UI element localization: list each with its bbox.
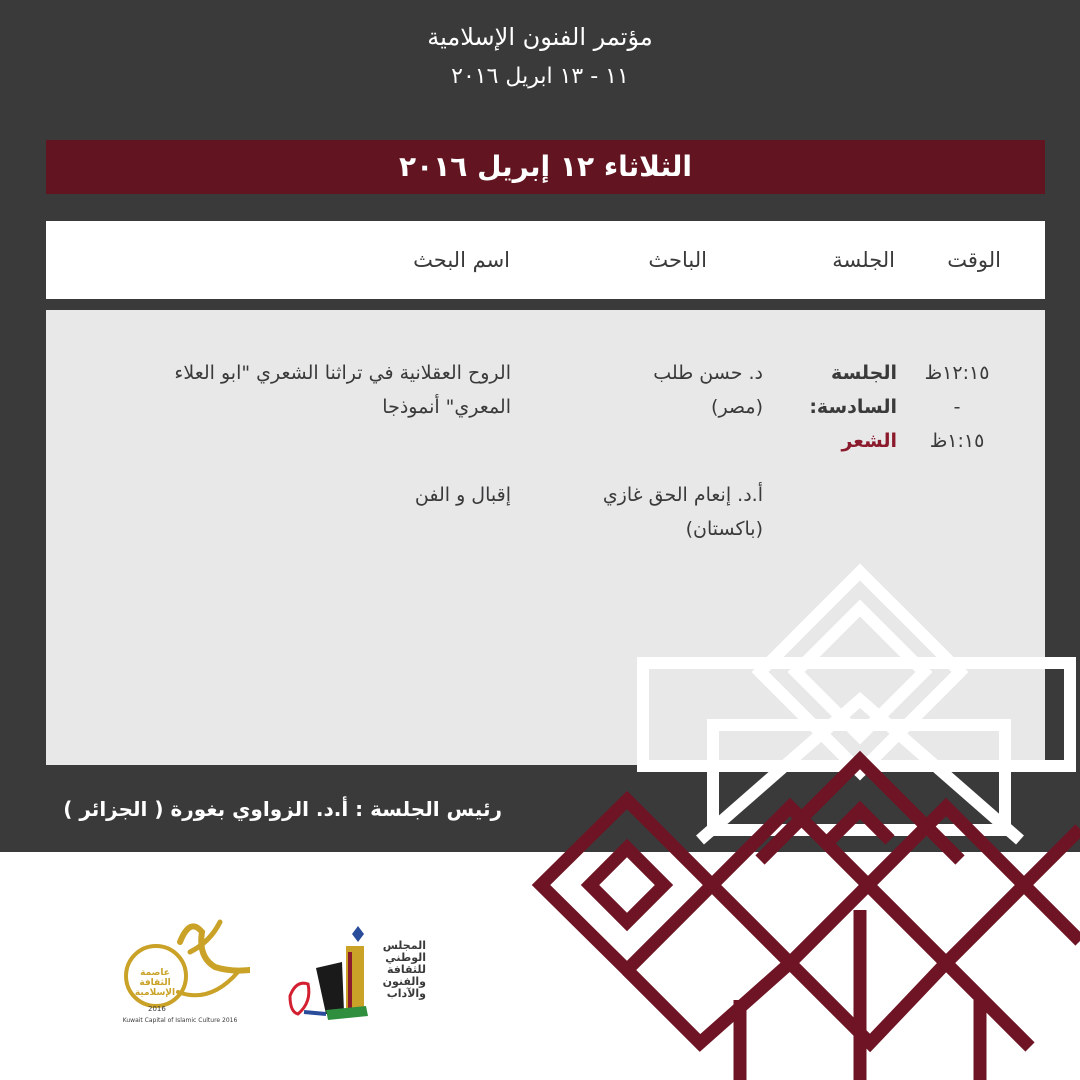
paper-2 (71, 478, 511, 512)
paper-1-line2: المعري" أنموذجا (382, 396, 511, 418)
researcher-2-name: أ.د. إنعام الحق غازي (602, 484, 763, 506)
researcher-1-name: د. حسن طلب (653, 362, 763, 384)
day-banner (46, 140, 1045, 194)
council-emblem-icon (286, 922, 376, 1022)
time-separator: - (953, 396, 961, 418)
column-header-researcher: الباحث (648, 248, 707, 272)
conference-dates: ١١ - ١٣ ابريل ٢٠١٦ (451, 64, 629, 89)
session-chair: رئيس الجلسة : أ.د. الزواوي بغورة ( الجزائر ) (63, 797, 502, 821)
column-header-paper: اسم البحث (413, 248, 510, 272)
researcher-2-country: (باكستان) (685, 518, 763, 540)
session-cell (777, 356, 897, 458)
session-time (907, 356, 1007, 458)
council-name-line3: للثقافة (386, 963, 426, 976)
paper-1-line1: الروح العقلانية في تراثنا الشعري "ابو العلاء (174, 362, 511, 384)
time-start: ١٢:١٥ظ (924, 362, 990, 384)
conference-title: مؤتمر الفنون الإسلامية (427, 23, 653, 51)
time-end: ١:١٥ظ (929, 430, 985, 452)
council-name-line5: والآداب (386, 987, 426, 1000)
kuwait-logo-arabic-text: عاصمة الثقافة الإسلامية (134, 968, 176, 998)
paper-1 (71, 356, 511, 424)
kuwait-logo-caption: Kuwait Capital of Islamic Culture 2016 (122, 1017, 238, 1024)
column-header-session: الجلسة (832, 248, 895, 272)
researcher-1-country: (مصر) (711, 396, 763, 418)
kuwait-logo-year: 2016 (148, 1005, 166, 1013)
session-name-line1: الجلسة (831, 362, 897, 384)
researcher-2 (523, 478, 763, 546)
schedule-table-header (46, 221, 1045, 299)
column-header-time: الوقت (947, 248, 1001, 272)
day-banner-label: الثلاثاء ١٢ إبريل ٢٠١٦ (399, 150, 692, 183)
session-topic: الشعر (841, 430, 897, 452)
council-name (376, 940, 426, 1000)
schedule-table-body (46, 310, 1045, 765)
council-name-line1: المجلس (382, 939, 426, 952)
council-name-line4: والفنون (382, 975, 426, 988)
council-name-line2: الوطني (385, 951, 426, 964)
paper-2-line1: إقبال و الفن (414, 484, 511, 506)
researcher-1 (523, 356, 763, 424)
national-council-logo (286, 922, 376, 1022)
session-name-line2: السادسة: (809, 396, 897, 418)
